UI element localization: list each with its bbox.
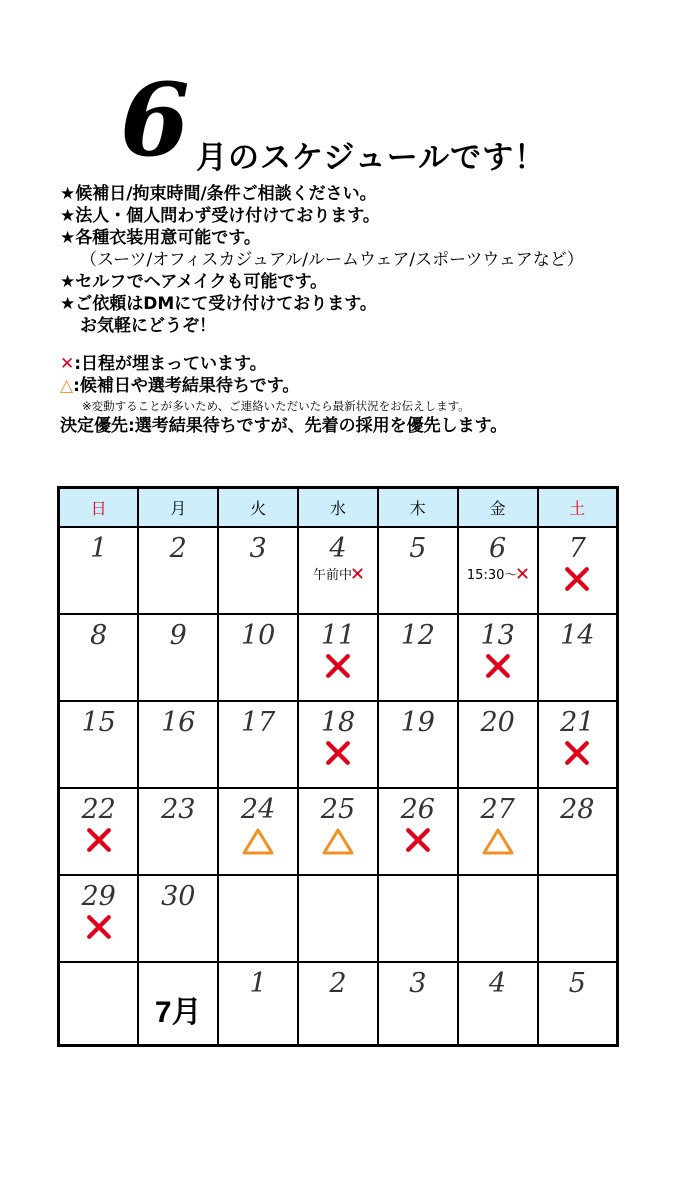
day-note (299, 568, 377, 584)
weekday-tue: 火 (218, 488, 298, 527)
x-icon (539, 566, 616, 600)
x-icon (379, 827, 457, 861)
triangle-icon (219, 827, 297, 861)
x-icon (517, 568, 528, 583)
day-number: 13 (480, 620, 515, 652)
day-number: 27 (480, 794, 515, 826)
x-mark-icon (405, 827, 431, 853)
legend-triangle-text: :候補日や選考結果待ちです。 (73, 376, 300, 396)
triangle-icon: △ (60, 376, 74, 396)
calendar-day-cell (59, 701, 139, 788)
calendar-day-cell (218, 614, 298, 701)
weekday-wed: 水 (298, 488, 378, 527)
calendar-week-row (59, 875, 618, 962)
calendar-day-cell (59, 875, 139, 962)
day-number: 10 (240, 620, 276, 652)
x-icon (539, 740, 616, 774)
x-icon (299, 740, 377, 774)
calendar-day-cell (378, 962, 458, 1045)
notes-list (60, 183, 584, 337)
x-mark-icon (485, 653, 511, 679)
x-mark-icon (517, 568, 528, 579)
triangle-mark-icon (482, 827, 514, 855)
calendar-day-cell (59, 527, 139, 614)
calendar-week-row (59, 962, 618, 1045)
x-mark-icon (564, 740, 590, 766)
calendar-day-cell (59, 788, 139, 875)
day-number: 2 (169, 532, 187, 564)
weekday-thu: 木 (378, 488, 458, 527)
x-mark-icon (352, 568, 363, 579)
page-title (0, 61, 675, 180)
x-icon: ✕ (60, 354, 75, 374)
day-number: 19 (400, 707, 435, 739)
calendar-day-cell (218, 788, 298, 875)
x-mark-icon (564, 566, 590, 592)
x-icon (352, 568, 363, 583)
day-number: 1 (90, 532, 108, 564)
day-number: 18 (320, 707, 356, 739)
note-line: （スーツ/オフィスカジュアル/ルームウェア/スポーツウェアなど） (80, 250, 584, 270)
calendar-day-cell (298, 527, 378, 614)
triangle-mark-icon (242, 827, 274, 855)
day-number: 12 (400, 620, 435, 652)
day-number: 3 (409, 968, 427, 1000)
day-number: 8 (90, 620, 108, 652)
day-number: 11 (320, 620, 356, 652)
x-icon (60, 827, 137, 861)
calendar-day-cell (538, 962, 618, 1045)
day-number: 25 (320, 794, 356, 826)
calendar-day-cell (378, 788, 458, 875)
x-mark-icon (325, 740, 351, 766)
x-icon (60, 914, 137, 948)
day-number: 28 (560, 794, 595, 826)
calendar-day-cell (218, 962, 298, 1045)
calendar-day-cell (378, 614, 458, 701)
legend-small-note: ※変動することが多いため、ご連絡いただいたら最新状況をお伝えします。 (82, 399, 470, 413)
day-note (459, 568, 537, 584)
x-mark-icon (86, 827, 112, 853)
day-number: 3 (249, 532, 267, 564)
x-icon (299, 653, 377, 687)
day-number: 15 (81, 707, 116, 739)
calendar-day-cell (458, 788, 538, 875)
calendar-day-cell (538, 614, 618, 701)
x-mark-icon (86, 914, 112, 940)
day-number: 29 (81, 881, 116, 913)
note-line: お気軽にどうぞ！ (80, 316, 216, 336)
day-number: 2 (329, 968, 347, 1000)
calendar-day-cell (538, 527, 618, 614)
calendar-day-cell (378, 701, 458, 788)
weekday-header (59, 488, 618, 527)
calendar-day-cell (138, 527, 218, 614)
calendar-day-cell (138, 875, 218, 962)
calendar-day-cell (458, 614, 538, 701)
weekday-mon: 月 (138, 488, 218, 527)
calendar-day-cell (538, 701, 618, 788)
calendar-day-cell (298, 875, 378, 962)
legend-triangle (60, 375, 507, 397)
calendar-day-cell (138, 788, 218, 875)
day-number: 26 (400, 794, 435, 826)
calendar-day-cell (458, 527, 538, 614)
triangle-icon (299, 827, 377, 861)
triangle-icon (459, 827, 537, 861)
x-mark-icon (325, 653, 351, 679)
day-number: 7 (568, 532, 586, 564)
day-note-text: 午前中 (312, 567, 352, 583)
day-number: 5 (568, 968, 586, 1000)
day-number: 22 (81, 794, 116, 826)
note-line: ★法人・個人問わず受け付けております。 (60, 206, 380, 226)
calendar-day-cell (458, 875, 538, 962)
legend-x (60, 353, 507, 375)
day-number: 5 (409, 532, 427, 564)
calendar-day-cell (138, 962, 218, 1045)
weekday-sat: 土 (538, 488, 618, 527)
day-number: 14 (560, 620, 595, 652)
calendar (57, 486, 619, 1047)
day-number: 30 (161, 881, 196, 913)
day-number: 4 (329, 532, 347, 564)
calendar-day-cell (59, 962, 139, 1045)
legend-priority: 決定優先:選考結果待ちですが、先着の採用を優先します。 (60, 416, 508, 436)
day-number: 4 (489, 968, 507, 1000)
calendar-day-cell (298, 962, 378, 1045)
x-icon (459, 653, 537, 687)
day-number: 21 (560, 707, 595, 739)
day-number: 20 (480, 707, 515, 739)
calendar-day-cell (59, 614, 139, 701)
legend (60, 353, 507, 437)
calendar-day-cell (378, 875, 458, 962)
note-line: ★候補日/拘束時間/条件ご相談ください。 (60, 184, 377, 204)
calendar-week-row (59, 614, 618, 701)
calendar-day-cell (458, 962, 538, 1045)
title-text: 月のスケジュールです！ (196, 140, 547, 176)
calendar-day-cell (218, 875, 298, 962)
day-note-text: 15:30〜 (466, 567, 518, 583)
calendar-day-cell (458, 701, 538, 788)
calendar-day-cell (298, 614, 378, 701)
calendar-week-row (59, 527, 618, 614)
calendar-day-cell (298, 788, 378, 875)
note-line: ★ご依頼はDMにて受け付けております。 (60, 294, 377, 314)
calendar-day-cell (138, 701, 218, 788)
calendar-day-cell (218, 527, 298, 614)
calendar-day-cell (378, 527, 458, 614)
calendar-week-row (59, 701, 618, 788)
day-number: 16 (161, 707, 196, 739)
calendar-day-cell (298, 701, 378, 788)
day-number: 17 (240, 707, 276, 739)
day-number: 9 (169, 620, 187, 652)
note-line: ★各種衣装用意可能です。 (60, 228, 261, 248)
triangle-mark-icon (322, 827, 354, 855)
calendar-day-cell (138, 614, 218, 701)
calendar-day-cell (538, 788, 618, 875)
legend-x-text: :日程が埋まっています。 (74, 354, 267, 374)
month-number: 6 (120, 61, 190, 179)
next-month-label: 7月 (154, 996, 202, 1030)
day-number: 1 (249, 968, 267, 1000)
weekday-fri: 金 (458, 488, 538, 527)
day-number: 24 (240, 794, 276, 826)
note-line: ★セルフでヘアメイクも可能です。 (60, 272, 328, 292)
weekday-sun: 日 (59, 488, 139, 527)
calendar-week-row (59, 788, 618, 875)
calendar-day-cell (218, 701, 298, 788)
calendar-day-cell (538, 875, 618, 962)
day-number: 23 (161, 794, 196, 826)
day-number: 6 (489, 532, 507, 564)
